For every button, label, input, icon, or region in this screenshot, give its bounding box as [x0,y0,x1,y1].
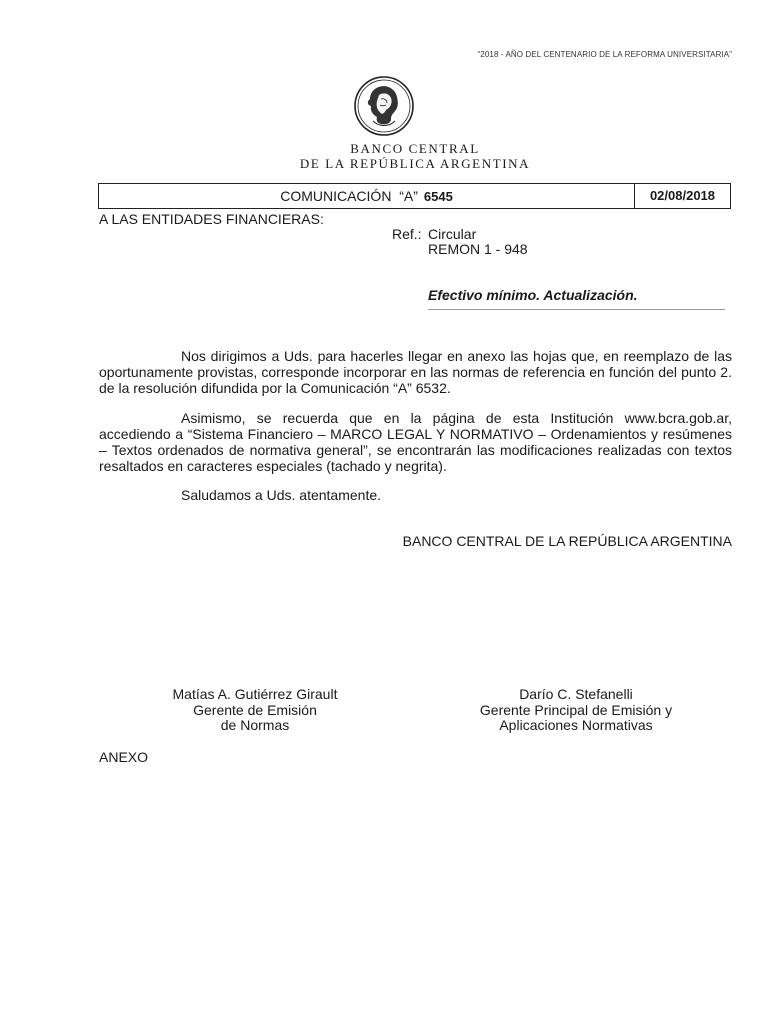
bank-name-line2: DE LA REPÚBLICA ARGENTINA [299,156,531,171]
header-note: “2018 - AÑO DEL CENTENARIO DE LA REFORMA UNIVERSITARIA” [477,50,732,59]
subject-underline [428,309,725,310]
communication-label: COMUNICACIÓN “A” [280,188,418,204]
signatory-name: Darío C. Stefanelli [519,686,633,702]
subject-line: Efectivo mínimo. Actualización. [428,287,638,303]
reference-label: Ref.: [392,226,422,242]
signatory-title: de Normas [220,717,290,733]
closing-greeting: Saludamos a Uds. atentamente. [181,487,382,503]
communication-number: 6545 [423,189,453,204]
signatory-name: Matías A. Gutiérrez Girault [172,686,338,702]
communication-date: 02/08/2018 [649,188,716,203]
communication-title [99,184,635,208]
signatory-title: Aplicaciones Normativas [499,717,653,733]
signatory-title: Gerente de Emisión [193,701,317,718]
annex-label: ANEXO [99,749,149,765]
closing-entity: BANCO CENTRAL DE LA REPÚBLICA ARGENTINA [402,533,732,549]
communication-header-box [98,183,731,209]
body-paragraph-2: Asimismo, se recuerda que en la página de esta Institución www.bcra.gob.ar, accediendo a “Sistema Financiero – MARCO LEGAL Y NORMATIVO – Ordenamientos y resúmenes – Textos ordenados de normativa general”, se encontrarán las modificaciones realizadas con textos resaltados en caracteres especiales (tachado y negrita). [99,410,732,474]
signatory-title: Gerente Principal de Emisión y [479,701,673,718]
body-paragraph-1: Nos dirigimos a Uds. para hacerles llegar en anexo las hojas que, en reemplazo de las oportunamente provistas, corresponde incorporar en las normas de referencia en función del punto 2. de la resolución difundida por la Comunicación “A” 6532. [99,348,732,396]
reference-line-1: Circular [428,226,477,242]
reference-line-2: REMON 1 - 948 [428,241,528,257]
signature-block-left [125,687,385,734]
addressee: A LAS ENTIDADES FINANCIERAS: [99,211,324,227]
signature-block-right [446,687,706,734]
bank-name-line1: BANCO CENTRAL [350,141,480,156]
bcra-seal-profile-icon [353,75,415,137]
